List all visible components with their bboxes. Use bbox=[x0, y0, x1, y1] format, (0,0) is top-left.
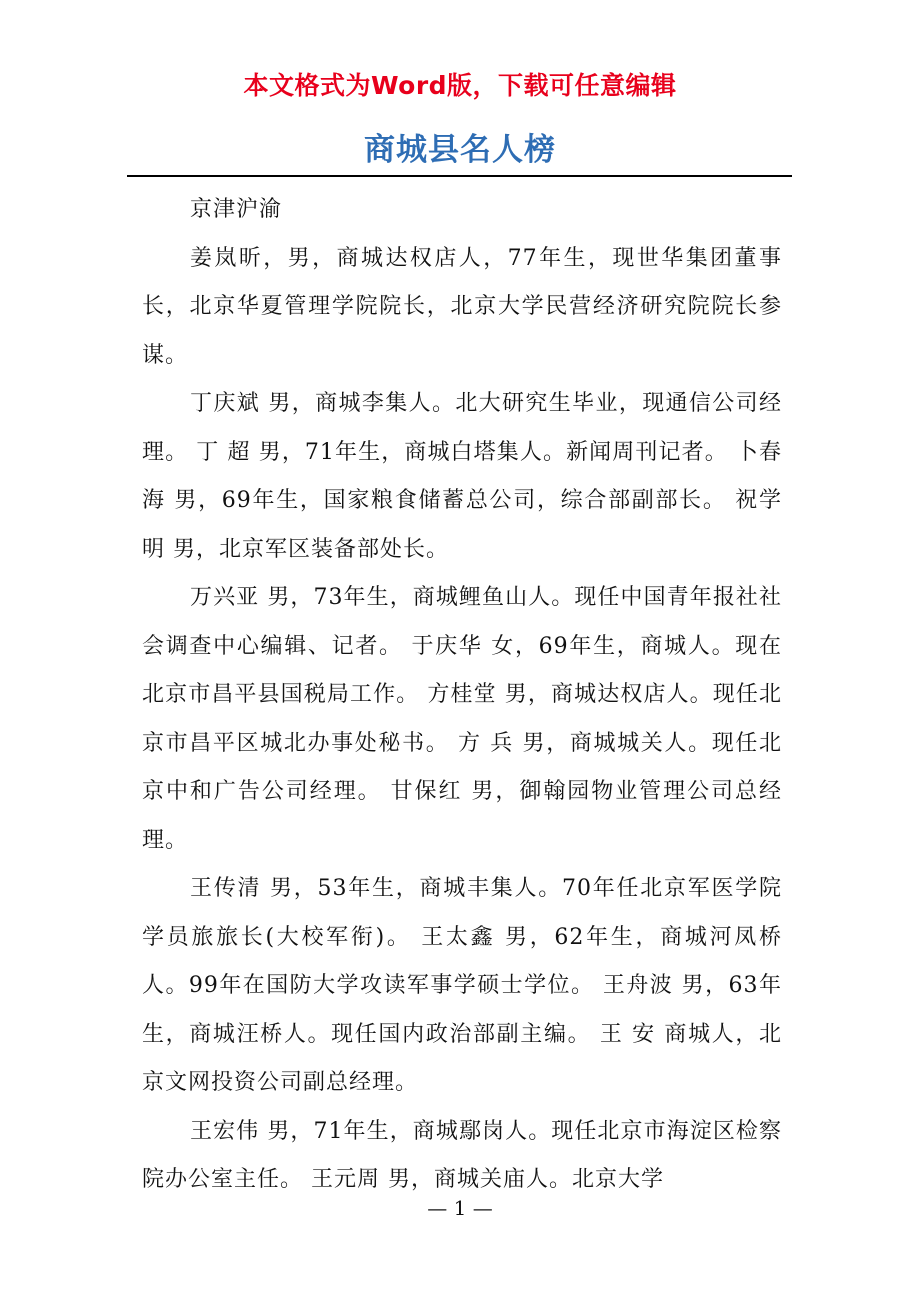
paragraph: 王传清 男，53年生，商城丰集人。70年任北京军医学院学员旅旅长(大校军衔)。 王太鑫 男，62年生，商城河凤桥人。99年在国防大学攻读军事学硕士学位。 王舟波 男，63年生，商城汪桥人。现任国内政治部副主编。 王 安 商城人，北京文网投资公司副总经理。 bbox=[142, 876, 782, 1095]
document-title: 商城县名人榜 bbox=[364, 132, 556, 168]
paragraph-section-heading: 京津沪渝 bbox=[190, 197, 283, 222]
title-divider bbox=[127, 175, 792, 177]
paragraph: 万兴亚 男，73年生，商城鲤鱼山人。现任中国青年报社社会调查中心编辑、记者。 于庆华 女，69年生，商城人。现在北京市昌平县国税局工作。 方桂堂 男，商城达权店人。现任北京市昌平区城北办事处秘书。 方 兵 男，商城城关人。现任北京中和广告公司经理。 甘保红 男，御翰园物业管理公司总经理。 bbox=[142, 585, 782, 853]
download-banner: 本文格式为Word版，下载可任意编辑 bbox=[243, 71, 677, 100]
paragraph: 丁庆斌 男，商城李集人。北大研究生毕业，现通信公司经理。 丁 超 男，71年生，商城白塔集人。新闻周刊记者。 卜春海 男，69年生，国家粮食储蓄总公司，综合部副部长。 祝学明 男，北京军区装备部处长。 bbox=[142, 391, 782, 562]
document-body bbox=[142, 186, 782, 1205]
paragraph: 姜岚昕，男，商城达权店人，77年生，现世华集团董事长，北京华夏管理学院院长，北京大学民营经济研究院院长参谋。 bbox=[142, 245, 782, 368]
page-number: — 1 — bbox=[427, 1196, 493, 1220]
paragraph: 王宏伟 男，71年生，商城鄢岗人。现任北京市海淀区检察院办公室主任。 王元周 男，商城关庙人。北京大学 bbox=[142, 1118, 782, 1192]
